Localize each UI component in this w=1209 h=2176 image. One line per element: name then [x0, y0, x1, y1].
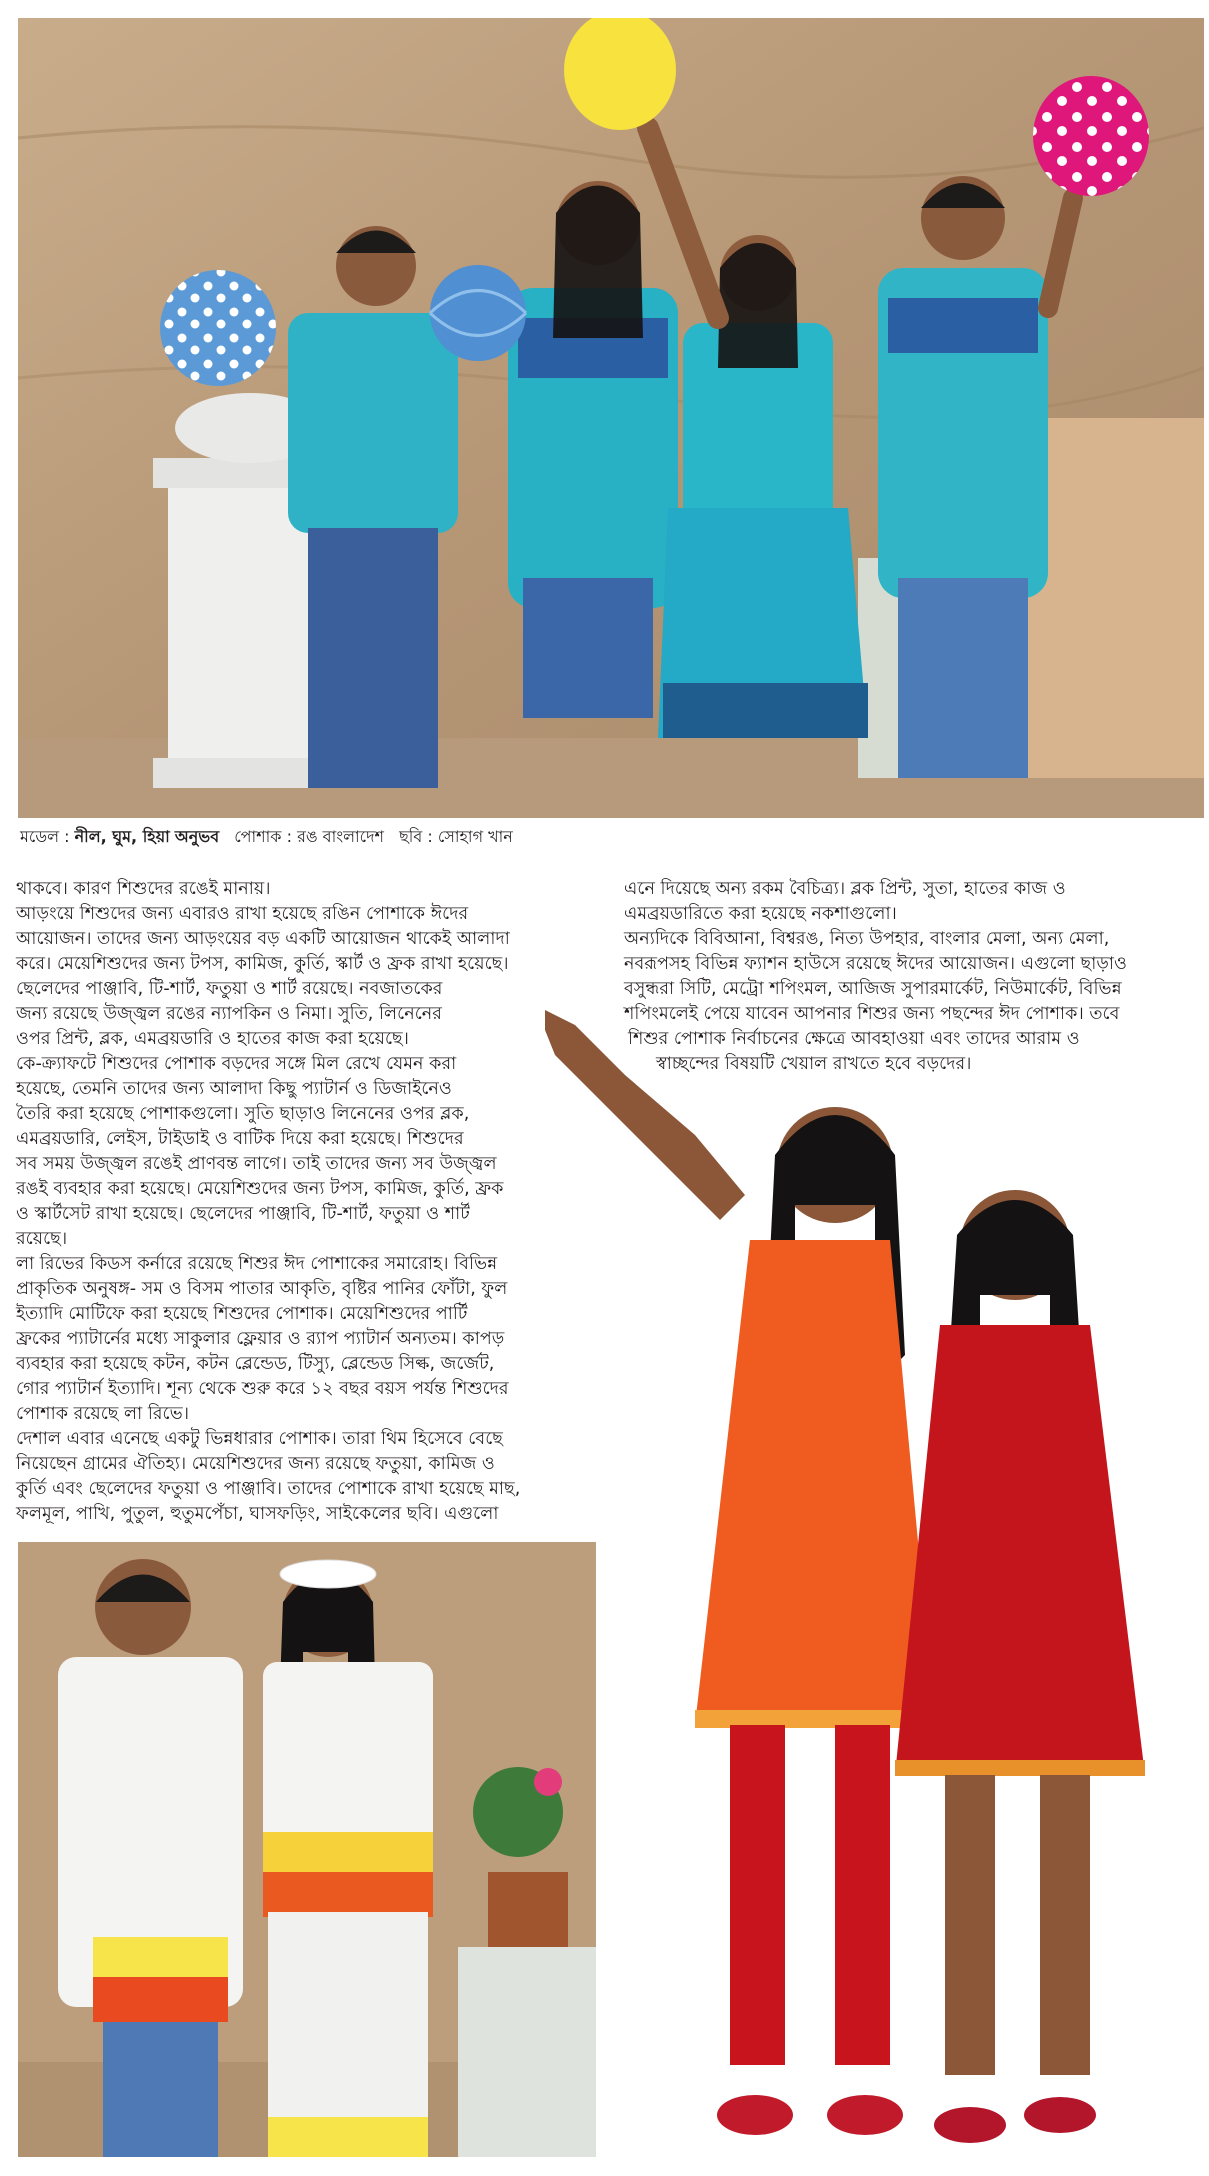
- article-line: ব্যবহার করা হয়েছে কটন, কটন ব্লেন্ডেড, টিস্যু, ব্লেন্ডেড সিল্ক, জর্জেট,: [16, 1354, 495, 1374]
- boy-girl-photo: [18, 1542, 596, 2157]
- article-line: করে। মেয়েশিশুদের জন্য টপস, কামিজ, কুর্তি, স্কার্ট ও ফ্রক রাখা হয়েছে।: [16, 954, 509, 974]
- article-line: এমব্রয়ডারি, লেইস, টাইডাই ও বাটিক দিয়ে করা হয়েছে। শিশুদের: [16, 1129, 464, 1149]
- article-line: ছেলেদের পাঞ্জাবি, টি-শার্ট, ফতুয়া ও শার্ট রয়েছে। নবজাতকের: [16, 979, 443, 999]
- article-line: হয়েছে, তেমনি তাদের জন্য আলাদা কিছু প্যাটার্ন ও ডিজাইনেও: [16, 1079, 452, 1099]
- girls-cutout-photo: [545, 1005, 1205, 2176]
- article-line: ও স্কার্টসেট রাখা হয়েছে। ছেলেদের পাঞ্জাবি, টি-শার্ট, ফতুয়া ও শার্ট: [16, 1204, 470, 1224]
- article-line: গোর প্যাটার্ন ইত্যাদি। শূন্য থেকে শুরু করে ১২ বছর বয়স পর্যন্ত শিশুদের: [16, 1379, 509, 1399]
- credit-model-names: নীল, ঘুম, হিয়া: [74, 827, 170, 846]
- article-line: পোশাক রয়েছে লা রিভে।: [16, 1404, 190, 1424]
- article-left-column: [16, 877, 604, 1527]
- article-line: বসুন্ধরা সিটি, মেট্রো শপিংমল, আজিজ সুপারমার্কেট, নিউমার্কেট, বিভিন্ন: [624, 979, 1122, 999]
- article-line: নবরূপসহ বিভিন্ন ফ্যাশন হাউসে রয়েছে ঈদের আয়োজন। এগুলো ছাড়াও: [624, 954, 1127, 974]
- hero-photo-illustration: [18, 18, 1204, 818]
- article-line: ইত্যাদি মোটিফে করা হয়েছে শিশুদের পোশাক। মেয়েশিশুদের পার্টি: [16, 1304, 468, 1324]
- article-line: নিয়েছেন গ্রামের ঐতিহ্য। মেয়েশিশুদের জন্য রয়েছে ফতুয়া, কামিজ ও: [16, 1454, 495, 1474]
- credit-costume-label: পোশাক :: [234, 827, 292, 846]
- article-line: ফলমূল, পাখি, পুতুল, হুতুমপেঁচা, ঘাসফড়িং, সাইকেলের ছবি। এগুলো: [16, 1504, 499, 1524]
- article-line: শিশুর পোশাক নির্বাচনের ক্ষেত্রে আবহাওয়া এবং তাদের আরাম ও: [628, 1029, 1080, 1049]
- girls-cutout-illustration: [545, 1005, 1205, 2176]
- article-line: অন্যদিকে বিবিআনা, বিশ্বরঙ, নিত্য উপহার, বাংলার মেলা, অন্য মেলা,: [624, 929, 1110, 949]
- article-line: রঙই ব্যবহার করা হয়েছে। মেয়েশিশুদের জন্য টপস, কামিজ, কুর্তি, ফ্রক: [16, 1179, 504, 1199]
- article-line: এনে দিয়েছে অন্য রকম বৈচিত্র্য। ব্লক প্রিন্ট, সুতা, হাতের কাজ ও: [624, 879, 1066, 899]
- credit-costume-value: রঙ বাংলাদেশ: [297, 827, 384, 846]
- article-line: ওপর প্রিন্ট, ব্লক, এমব্রয়ডারি ও হাতের কাজ করা হয়েছে।: [16, 1029, 409, 1049]
- article-line: কুর্তি এবং ছেলেদের ফতুয়া ও পাঞ্জাবি। তাদের পোশাকে রাখা হয়েছে মাছ,: [16, 1479, 521, 1499]
- article-line: এমব্রয়ডারিতে করা হয়েছে নকশাগুলো।: [624, 904, 897, 924]
- article-line: কে-ক্র্যাফটে শিশুদের পোশাক বড়দের সঙ্গে মিল রেখে যেমন করা: [16, 1054, 457, 1074]
- article-line: জন্য রয়েছে উজ্জ্বল রঙের ন্যাপকিন ও নিমা। সুতি, লিনেনের: [16, 1004, 442, 1024]
- article-line: আয়োজন। তাদের জন্য আড়ংয়ের বড় একটি আয়োজন থাকেই আলাদা: [16, 929, 510, 949]
- credit-photo-value: সোহাগ খান: [437, 827, 513, 846]
- article-line: থাকবে। কারণ শিশুদের রঙেই মানায়।: [16, 879, 271, 899]
- credit-photo-label: ছবি :: [399, 827, 433, 846]
- article-line: তৈরি করা হয়েছে পোশাকগুলো। সুতি ছাড়াও লিনেনের ওপর ব্লক,: [16, 1104, 470, 1124]
- boy-girl-illustration: [18, 1542, 596, 2157]
- article-line: শপিংমলেই পেয়ে যাবেন আপনার শিশুর জন্য পছন্দের ঈদ পোশাক। তবে: [624, 1004, 1120, 1024]
- article-line: সব সময় উজ্জ্বল রঙেই প্রাণবন্ত লাগে। তাই তাদের জন্য সব উজ্জ্বল: [16, 1154, 497, 1174]
- credit-model-extra: অনুভব: [174, 827, 220, 846]
- photo-credit-line: [20, 824, 1200, 850]
- hero-photo: [18, 18, 1204, 818]
- article-right-column: [624, 877, 1204, 1077]
- article-line: প্রাকৃতিক অনুষঙ্গ- সম ও বিসম পাতার আকৃতি, বৃষ্টির পানির ফোঁটা, ফুল: [16, 1279, 508, 1299]
- article-line: আড়ংয়ে শিশুদের জন্য এবারও রাখা হয়েছে রঙিন পোশাকে ঈদের: [16, 904, 469, 924]
- article-line: ফ্রকের প্যাটার্নের মধ্যে সাকুলার ফ্লেয়ার ও র‍্যাপ প্যাটার্ন অন্যতম। কাপড়: [16, 1329, 505, 1349]
- article-line: স্বাচ্ছন্দের বিষয়টি খেয়াল রাখতে হবে বড়দের।: [656, 1054, 972, 1074]
- article-line: দেশাল এবার এনেছে একটু ভিন্নধারার পোশাক। তারা থিম হিসেবে বেছে: [16, 1429, 503, 1449]
- article-line: লা রিভের কিডস কর্নারে রয়েছে শিশুর ঈদ পোশাকের সমারোহ। বিভিন্ন: [16, 1254, 498, 1274]
- credit-model-label: মডেল :: [20, 827, 70, 846]
- article-line: রয়েছে।: [16, 1229, 68, 1249]
